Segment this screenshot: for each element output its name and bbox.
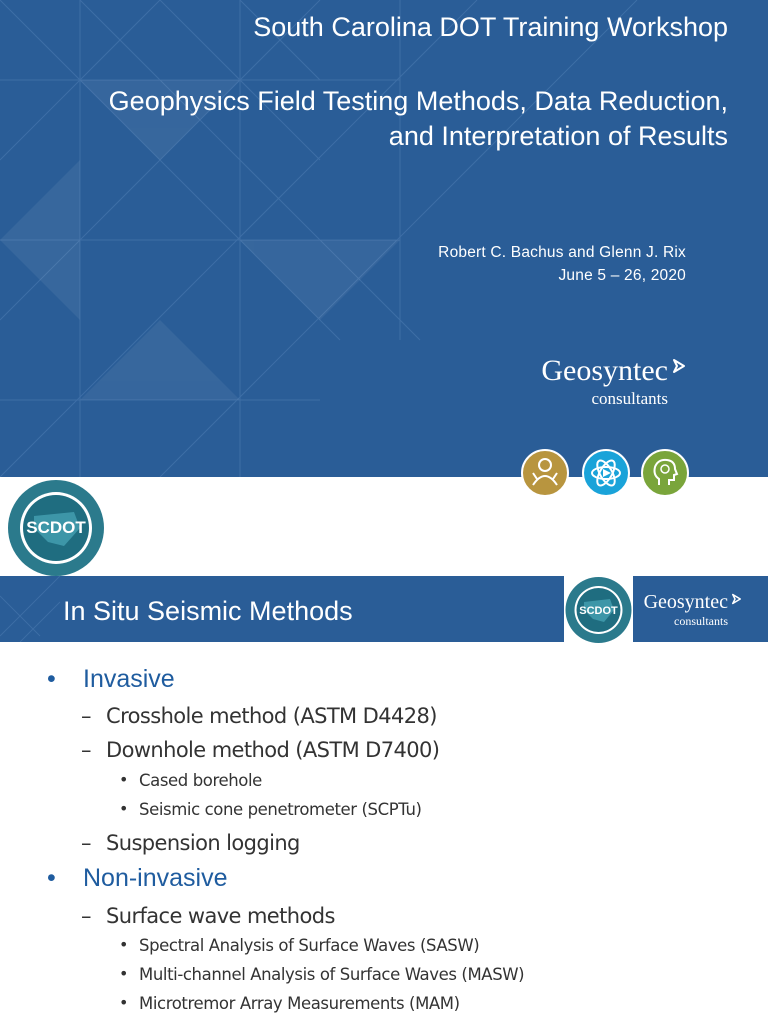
atom-icon [582, 449, 630, 497]
geosyntec-logo [541, 354, 686, 410]
title-slide [0, 0, 768, 477]
subitem-mam [119, 993, 460, 1013]
sub-dot: • [119, 770, 129, 789]
item-label: Surface wave methods [106, 904, 335, 928]
seal-small-text: SCDOT [579, 605, 618, 617]
play-triangle-icon [731, 593, 742, 605]
subitem-cased-borehole [119, 770, 262, 790]
dash: – [81, 831, 91, 855]
item-crosshole [81, 704, 437, 728]
item-label: Crosshole method (ASTM D4428) [106, 704, 437, 728]
item-surface-wave [81, 904, 335, 928]
person-icon [521, 449, 569, 497]
bullet-label: Invasive [83, 665, 175, 693]
author-block [438, 241, 686, 287]
dash: – [81, 704, 91, 728]
geosyntec-logo-small [644, 590, 742, 628]
scdot-seal-small [564, 576, 633, 644]
dates: June 5 – 26, 2020 [558, 267, 686, 284]
authors: Robert C. Bachus and Glenn J. Rix [438, 244, 686, 261]
sub-dot: • [119, 935, 129, 954]
seal-text: SCDOT [26, 518, 86, 537]
subtitle-line-2: and Interpretation of Results [388, 121, 728, 151]
dash: – [81, 738, 91, 762]
bullet-label: Non-invasive [83, 864, 228, 892]
sub-dot: • [119, 799, 129, 818]
slide2-title: In Situ Seismic Methods [63, 596, 353, 626]
play-triangle-icon [672, 358, 686, 374]
item-label: Downhole method (ASTM D7400) [106, 738, 440, 762]
subitem-label: Microtremor Array Measurements (MAM) [139, 994, 460, 1013]
workshop-title: South Carolina DOT Training Workshop [253, 12, 728, 42]
sub-dot: • [119, 993, 129, 1012]
subitem-label: Spectral Analysis of Surface Waves (SASW) [139, 936, 480, 955]
workshop-subtitle [28, 84, 728, 154]
logo-name-small: Geosyntec [643, 591, 728, 613]
item-suspension [81, 831, 300, 855]
bullet-dot: • [47, 665, 56, 693]
subtitle-line-1: Geophysics Field Testing Methods, Data Reduction, [108, 86, 728, 116]
subitem-label: Seismic cone penetrometer (SCPTu) [139, 800, 422, 819]
subitem-label: Cased borehole [139, 771, 262, 790]
subitem-sasw [119, 935, 480, 955]
bullet-noninvasive [47, 864, 228, 893]
bullet-invasive [47, 665, 175, 694]
head-icon [641, 449, 689, 497]
item-downhole [81, 738, 440, 762]
dash: – [81, 904, 91, 928]
subitem-label: Multi-channel Analysis of Surface Waves (MASW) [139, 965, 525, 984]
sub-dot: • [119, 964, 129, 983]
subitem-scptu [119, 799, 422, 819]
logo-sub: consultants [591, 389, 668, 408]
item-label: Suspension logging [106, 831, 300, 855]
bullet-dot: • [47, 864, 56, 892]
scdot-seal-large [4, 476, 108, 580]
subitem-masw [119, 964, 525, 984]
logo-sub-small: consultants [674, 614, 728, 628]
logo-name: Geosyntec [541, 354, 668, 387]
